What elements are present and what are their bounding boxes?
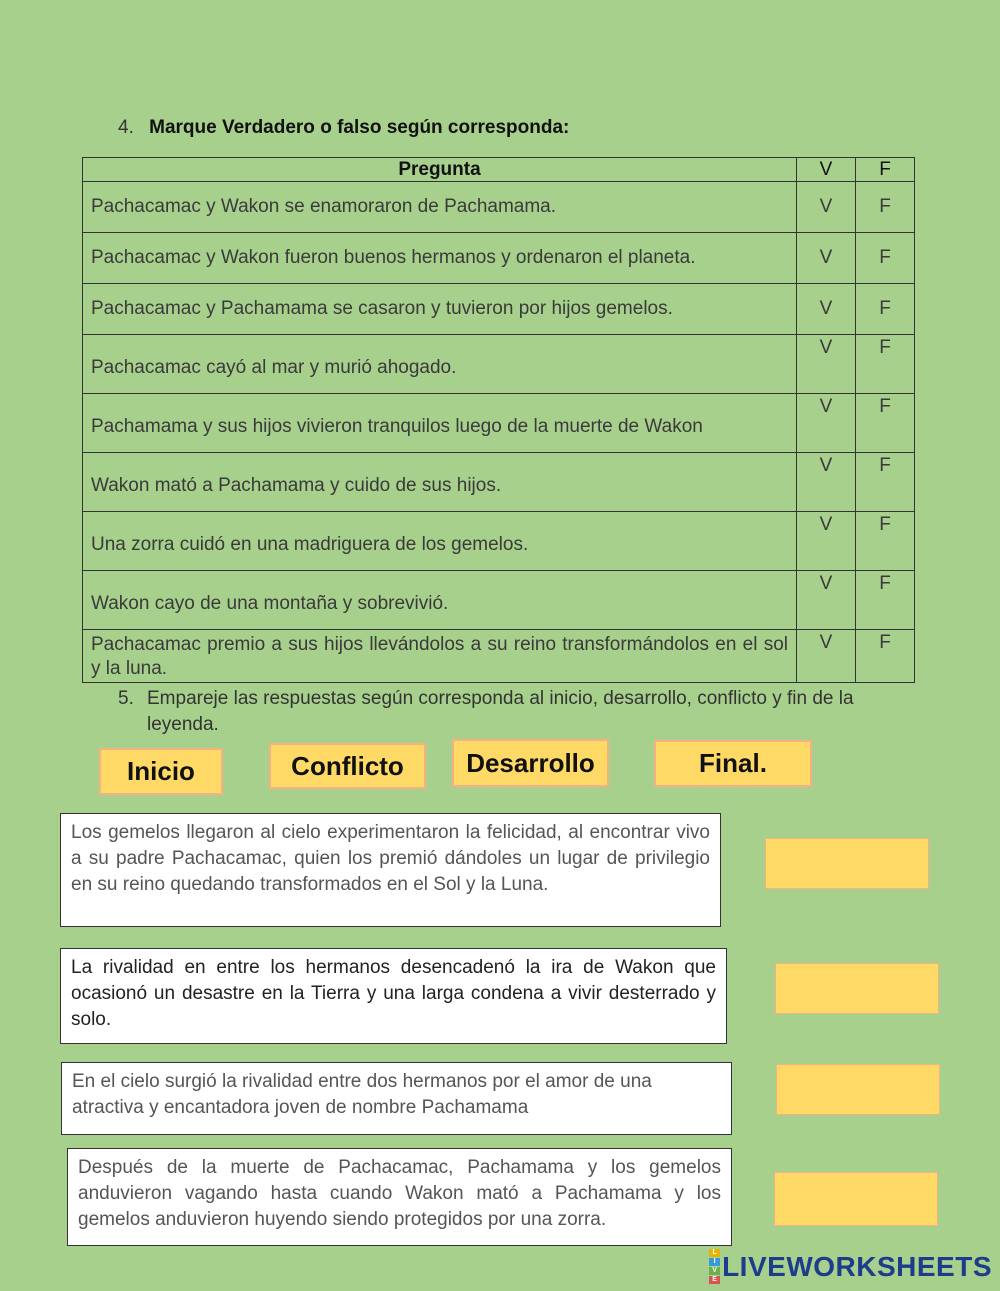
option-v[interactable]: V xyxy=(797,571,856,630)
label-conflicto[interactable]: Conflicto xyxy=(269,743,426,789)
option-v[interactable]: V xyxy=(797,630,856,683)
option-v[interactable]: V xyxy=(797,394,856,453)
option-f[interactable]: F xyxy=(856,284,915,335)
question-5-number: 5. xyxy=(118,688,134,709)
table-row xyxy=(83,512,915,571)
true-false-table xyxy=(82,157,915,683)
question-4 xyxy=(118,117,569,139)
question-5-text: Empareje las respuestas según corresponda al inicio, desarrollo, conflicto y fin de la leyenda. xyxy=(147,688,854,735)
option-f[interactable]: F xyxy=(856,182,915,233)
table-row xyxy=(83,394,915,453)
statement: Pachacamac y Wakon se enamoraron de Pachamama. xyxy=(83,182,797,233)
answer-slot-2[interactable] xyxy=(775,963,939,1014)
table-row xyxy=(83,233,915,284)
label-desarrollo[interactable]: Desarrollo xyxy=(452,739,609,787)
table-row xyxy=(83,630,915,683)
option-f[interactable]: F xyxy=(856,512,915,571)
option-v[interactable]: V xyxy=(797,512,856,571)
question-4-text: Marque Verdadero o falso según corresponda: xyxy=(149,117,570,138)
option-f[interactable]: F xyxy=(856,335,915,394)
statement: Pachamama y sus hijos vivieron tranquilos luego de la muerte de Wakon xyxy=(83,394,797,453)
table-header-row xyxy=(83,158,915,182)
statement: Wakon mató a Pachamama y cuido de sus hijos. xyxy=(83,453,797,512)
option-f[interactable]: F xyxy=(856,233,915,284)
liveworksheets-logo xyxy=(709,1249,992,1285)
option-v[interactable]: V xyxy=(797,453,856,512)
option-f[interactable]: F xyxy=(856,571,915,630)
liveworksheets-wordmark: LIVEWORKSHEETS xyxy=(722,1251,992,1282)
table-row xyxy=(83,284,915,335)
answer-slot-4[interactable] xyxy=(774,1172,938,1226)
option-v[interactable]: V xyxy=(797,182,856,233)
header-v: V xyxy=(797,158,856,182)
passage-4: Después de la muerte de Pachacamac, Pachamama y los gemelos anduvieron vagando hasta cuando Wakon mató a Pachamama y los gemelos anduvieron huyendo siendo protegidos por una zorra. xyxy=(67,1148,732,1246)
header-pregunta: Pregunta xyxy=(83,158,797,182)
statement: Una zorra cuidó en una madriguera de los gemelos. xyxy=(83,512,797,571)
table-row xyxy=(83,335,915,394)
header-f: F xyxy=(856,158,915,182)
answer-slot-3[interactable] xyxy=(776,1064,940,1115)
question-5 xyxy=(118,686,918,738)
statement: Pachacamac cayó al mar y murió ahogado. xyxy=(83,335,797,394)
option-v[interactable]: V xyxy=(797,233,856,284)
option-v[interactable]: V xyxy=(797,335,856,394)
statement: Wakon cayo de una montaña y sobrevivió. xyxy=(83,571,797,630)
table-row xyxy=(83,182,915,233)
statement: Pachacamac y Wakon fueron buenos hermanos y ordenaron el planeta. xyxy=(83,233,797,284)
statement: Pachacamac premio a sus hijos llevándolos a su reino transformándolos en el sol y la luna. xyxy=(83,630,797,683)
answer-slot-1[interactable] xyxy=(765,838,929,889)
option-f[interactable]: F xyxy=(856,453,915,512)
passage-1: Los gemelos llegaron al cielo experimentaron la felicidad, al encontrar vivo a su padre Pachacamac, quien los premió dándoles un lugar de privilegio en su reino quedando transformados en el Sol y la Luna. xyxy=(60,813,721,927)
passage-2: La rivalidad en entre los hermanos desencadenó la ira de Wakon que ocasionó un desastre en la Tierra y una larga condena a vivir desterrado y solo. xyxy=(60,948,727,1044)
table-row xyxy=(83,571,915,630)
passage-3: En el cielo surgió la rivalidad entre dos hermanos por el amor de una atractiva y encantadora joven de nombre Pachamama xyxy=(61,1062,732,1135)
question-4-number: 4. xyxy=(118,117,134,138)
option-f[interactable]: F xyxy=(856,630,915,683)
label-inicio[interactable]: Inicio xyxy=(99,748,223,795)
statement: Pachacamac y Pachamama se casaron y tuvieron por hijos gemelos. xyxy=(83,284,797,335)
label-final[interactable]: Final. xyxy=(654,740,812,787)
liveworksheets-mark-icon: L I V E xyxy=(709,1249,720,1285)
option-f[interactable]: F xyxy=(856,394,915,453)
option-v[interactable]: V xyxy=(797,284,856,335)
table-row xyxy=(83,453,915,512)
